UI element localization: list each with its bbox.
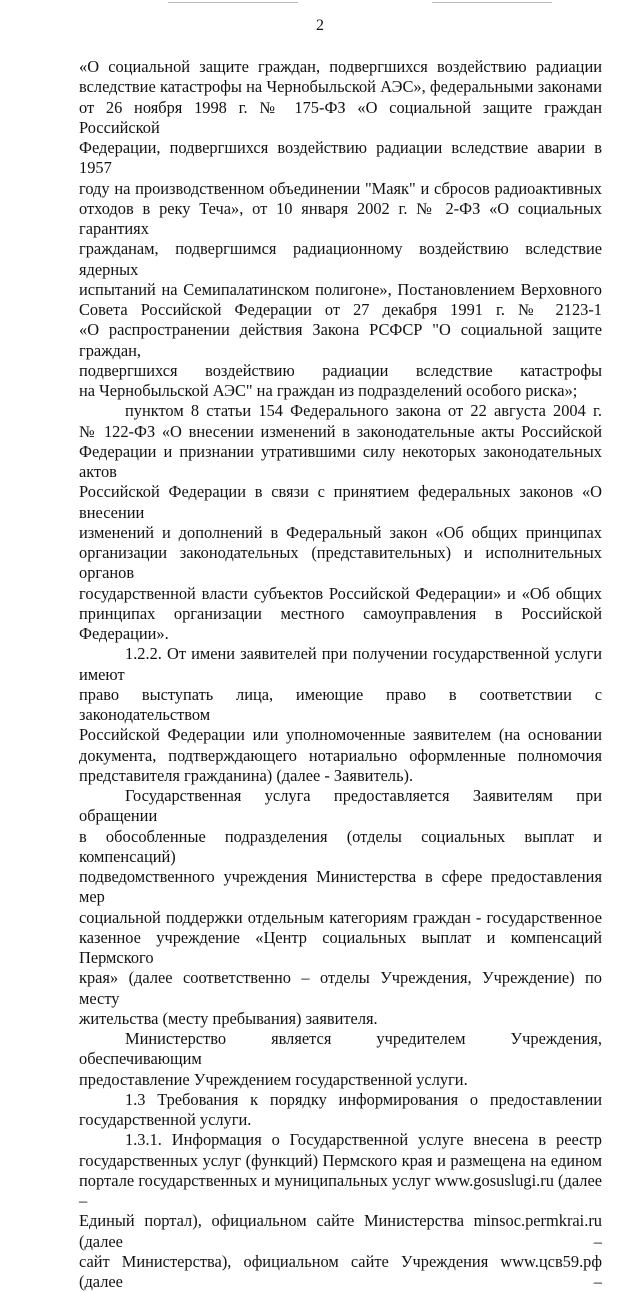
top-rule-right	[432, 2, 552, 3]
document-body	[79, 57, 602, 1292]
paragraph-federal-law-122	[79, 401, 602, 644]
text-line: право выступать лица, имеющие право в соответствии с законодательством	[79, 684, 602, 724]
text-line: сайт Министерства), официальном сайте Учреждения www.цсв59.рф (далее –	[79, 1251, 602, 1291]
text-line: Федерации и признании утратившими силу некоторых законодательных актов	[79, 441, 602, 481]
text-line: государственных услуг (функций) Пермского края и размещена на едином	[79, 1150, 602, 1170]
text-line: изменений и дополнений в Федеральный закон «Об общих принципах	[79, 522, 602, 542]
text-line: Единый портал), официальном сайте Министерства minsoc.permkrai.ru (далее –	[79, 1211, 602, 1251]
text-line: гражданам, подвергшимся радиационному воздействию вследствие ядерных	[79, 239, 602, 279]
text-line: подвергшихся воздействию радиации вследствие катастрофы	[79, 360, 602, 380]
section-heading-1-3	[79, 1090, 602, 1131]
text-line: жительства (месту пребывания) заявителя.	[79, 1008, 378, 1028]
text-line: государственной власти субъектов Российской Федерации» и «Об общих	[79, 583, 602, 603]
text-line: № 122-ФЗ «О внесении изменений в законодательные акты Российской	[79, 421, 602, 441]
text-line: 1.3.1. Информация о Государственной услуге внесена в реестр	[125, 1130, 602, 1150]
paragraph-continuation	[79, 57, 602, 401]
text-line: Министерство является учредителем Учреждения, обеспечивающим	[79, 1029, 602, 1069]
text-line: Федерации, подвергшихся воздействию радиации вследствие аварии в 1957	[79, 138, 602, 178]
text-line: документа, подтверждающего нотариально оформленные полномочия	[79, 745, 602, 765]
text-line: принципах организации местного самоуправления в Российской Федерации».	[79, 603, 602, 643]
text-line: 1.2.2. От имени заявителей при получении государственной услуги имеют	[79, 644, 602, 684]
text-line: предоставление Учреждением государственной услуги.	[79, 1069, 468, 1089]
text-line: году на производственном объединении "Маяк" и сбросов радиоактивных	[79, 178, 602, 198]
text-line: пунктом 8 статьи 154 Федерального закона от 22 августа 2004 г.	[125, 401, 602, 421]
text-line: от 26 ноября 1998 г. № 175-ФЗ «О социальной защите граждан Российской	[79, 97, 602, 137]
page-number: 2	[316, 17, 324, 34]
text-line: отходов в реку Теча», от 10 января 2002 г. № 2-ФЗ «О социальных гарантиях	[79, 198, 602, 238]
text-line: края» (далее соответственно – отделы Учреждения, Учреждение) по месту	[79, 968, 602, 1008]
paragraph-1-2-2	[79, 644, 602, 786]
text-line: подведомственного учреждения Министерства в сфере предоставления мер	[79, 867, 602, 907]
text-line: представителя гражданина) (далее - Заявитель).	[79, 765, 414, 785]
text-line: на Чернобыльской АЭС" на граждан из подразделений особого риска»;	[79, 381, 578, 400]
text-line: испытаний на Семипалатинском полигоне», Постановлением Верховного	[79, 279, 602, 299]
text-line: «О распространении действия Закона РСФСР "О социальной защите граждан,	[79, 320, 602, 360]
text-line: вследствие катастрофы на Чернобыльской АЭС», федеральными законами	[79, 77, 602, 97]
text-line: «О социальной защите граждан, подвергшихся воздействию радиации	[79, 57, 602, 76]
text-line: портале государственных и муниципальных услуг www.gosuslugi.ru (далее –	[79, 1170, 602, 1210]
paragraph-1-3-1	[79, 1130, 602, 1292]
text-line: в обособленные подразделения (отделы социальных выплат и компенсаций)	[79, 826, 602, 866]
text-line: социальной поддержки отдельным категориям граждан - государственное	[79, 907, 602, 927]
text-line: государственной услуги.	[79, 1110, 252, 1129]
text-line: 1.3 Требования к порядку информирования о предоставлении	[125, 1089, 602, 1109]
text-line: организации законодательных (представительных) и исполнительных органов	[79, 543, 602, 583]
paragraph-ministry-founder	[79, 1029, 602, 1090]
text-line: Государственная услуга предоставляется Заявителям при обращении	[79, 786, 602, 826]
top-rule-left	[168, 2, 298, 3]
text-line: Российской Федерации или уполномоченные заявителем (на основании	[79, 725, 602, 745]
text-line: Совета Российской Федерации от 27 декабря 1991 г. № 2123-1	[79, 300, 602, 319]
text-line: казенное учреждение «Центр социальных выплат и компенсаций Пермского	[79, 927, 602, 967]
text-line: Российской Федерации в связи с принятием федеральных законов «О внесении	[79, 482, 602, 522]
paragraph-service-provision	[79, 786, 602, 1029]
